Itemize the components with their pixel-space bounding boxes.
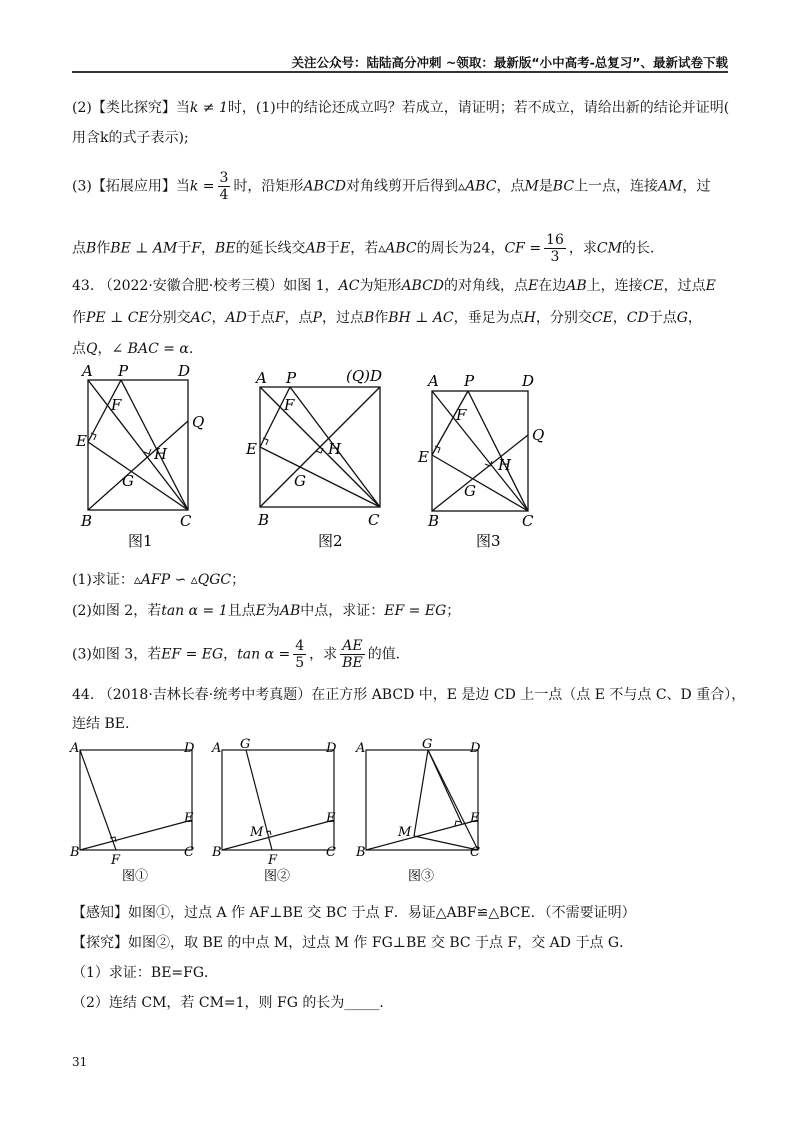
fig1-label-B: B <box>81 512 93 530</box>
fig1-caption: 图1 <box>128 532 153 550</box>
fig3-label-D: D <box>522 372 535 390</box>
fig1-label-A: A <box>82 362 93 380</box>
fig2-caption: 图2 <box>318 532 343 550</box>
fig3-caption: 图3 <box>476 532 501 550</box>
fraction-ae-be: $\frac{AE}{BE}$ <box>342 638 363 671</box>
p44-fig3-label-E: E <box>470 811 480 826</box>
p44-fig3-label-A: A <box>356 741 366 756</box>
p44-fig2-label-B: B <box>212 845 222 860</box>
p43-line3: 点Q，∠ BAC = α. <box>72 341 194 357</box>
p44-ganzhi: 【感知】如图①，过点 A 作 AF⊥BE 交 BC 于点 F．易证△ABF≌△BCE．（不需要证明） <box>72 905 636 921</box>
p43-line1: 43. （2022·安徽合肥·校考三模）如图 1，AC为矩形ABCD的对角线，点E在边AB上，连接CE，过点E <box>72 278 716 294</box>
p44-fig3-label-D: D <box>470 741 481 756</box>
fraction-4-5: $\frac{4}{5}$ <box>295 638 305 671</box>
fig3-label-F: F <box>456 406 467 424</box>
p44-fig2-label-G: G <box>240 737 251 752</box>
fig2-label-B: B <box>258 511 270 529</box>
fig3-label-A: A <box>428 372 439 390</box>
fig2-label-QD: (Q)D <box>346 367 383 385</box>
p44-fig3-label-M: M <box>398 825 412 840</box>
p43-q1: (1)求证：▵AFP ∽ ▵QGC； <box>72 572 246 588</box>
fig1-label-G: G <box>122 472 134 490</box>
p44-q1: （1）求证：BE=FG． <box>72 965 219 981</box>
p44-figure-2 <box>210 738 350 892</box>
fraction-16-3: $\frac{16}{3}$ <box>546 232 564 265</box>
fig2-label-C: C <box>368 511 380 529</box>
fig1-label-E: E <box>76 432 87 450</box>
fig3-label-Q: Q <box>532 426 545 444</box>
p44-fig3-label-B: B <box>356 845 366 860</box>
fig2-label-H: H <box>328 440 342 458</box>
p44-fig1-caption: 图① <box>122 869 149 884</box>
header-divider <box>72 71 728 73</box>
p44-fig1-label-D: D <box>184 741 195 756</box>
fig1-label-F: F <box>111 396 122 414</box>
fig1-label-H: H <box>154 445 168 463</box>
fig2-label-E: E <box>246 440 257 458</box>
p44-fig3-caption: 图③ <box>408 869 435 884</box>
p44-tanjiu: 【探究】如图②，取 BE 的中点 M，过点 M 作 FG⊥BE 交 BC 于点 F，交 AD 于点 G． <box>72 935 634 951</box>
p44-q2: （2）连结 CM，若 CM=1，则 FG 的长为_____． <box>72 995 394 1011</box>
fig2-label-G: G <box>294 472 306 490</box>
p44-fig2-label-A: A <box>212 741 222 756</box>
p43-figure-3 <box>418 362 568 556</box>
p43-line2: 作PE ⊥ CE分别交AC，AD于点F，点P，过点B作BH ⊥ AC，垂足为点H，分别交CE，CD于点G， <box>72 310 702 326</box>
p44-fig2-label-E: E <box>326 811 336 826</box>
page-header: 关注公众号：陆陆高分冲刺 ~领取：最新版“小中高考-总复习”、最新试卷下载 <box>291 55 728 70</box>
p44-fig3-label-G: G <box>422 737 433 752</box>
p44-fig1-label-F: F <box>111 853 121 868</box>
p44-fig3-label-C: C <box>470 845 480 860</box>
fig3-label-H: H <box>498 456 512 474</box>
prev-q2-line2: 用含k的式子表示); <box>72 130 189 146</box>
fig2-label-P: P <box>286 369 297 387</box>
p44-fig2-label-C: C <box>326 845 336 860</box>
fig3-label-B: B <box>428 512 440 530</box>
p43-figure-1 <box>78 362 218 556</box>
fig1-label-Q: Q <box>192 413 205 431</box>
fig2-label-F: F <box>284 396 295 414</box>
fig1-label-P: P <box>118 362 129 380</box>
fig1-label-D: D <box>178 362 191 380</box>
prev-q3-line1: (3)【拓展应用】当k = $\frac{3}{4}$ 时，沿矩形ABCD对角线剪开后得到▵ABC，点M是BC上一点，连接AM，过 <box>72 170 711 203</box>
fraction-3-4: $\frac{3}{4}$ <box>219 170 229 203</box>
p43-figure-2 <box>248 362 408 556</box>
fig2-label-A: A <box>256 369 267 387</box>
p44-fig2-label-D: D <box>326 741 337 756</box>
p44-fig1-label-E: E <box>184 811 194 826</box>
p44-fig1-label-B: B <box>70 845 80 860</box>
fig3-label-P: P <box>464 372 475 390</box>
p44-figure-3 <box>352 738 492 892</box>
p44-line1: 44. （2018·吉林长春·统考中考真题）在正方形 ABCD 中，E 是边 CD 上一点（点 E 不与点 C、D 重合）， <box>72 687 746 703</box>
fig1-label-C: C <box>180 512 192 530</box>
fig3-label-E: E <box>418 448 429 466</box>
p44-fig2-label-M: M <box>250 825 264 840</box>
p44-line2: 连结 BE. <box>72 716 130 732</box>
p44-figure-1 <box>66 738 206 892</box>
p44-fig2-caption: 图② <box>264 869 291 884</box>
p43-q2: (2)如图 2，若tan α = 1且点E为AB中点，求证：EF = EG； <box>72 603 461 619</box>
prev-q3-line2: 点B作BE ⊥ AM于F，BE的延长线交AB于E，若▵ABC的周长为24，CF = $\frac{16}{3}$ ，求CM的长. <box>72 232 655 265</box>
fig3-label-G: G <box>464 482 476 500</box>
p44-fig1-label-C: C <box>184 845 194 860</box>
fig3-label-C: C <box>522 512 534 530</box>
p44-fig2-label-F: F <box>268 853 278 868</box>
page-number: 31 <box>72 1055 88 1069</box>
p43-q3: (3)如图 3，若EF = EG，tan α = $\frac{4}{5}$ ，求 $\frac{AE}{BE}$ 的值. <box>72 638 401 671</box>
p44-fig1-label-A: A <box>70 741 80 756</box>
prev-q2-line1: (2)【类比探究】当k ≠ 1时，(1)中的结论还成立吗？若成立，请证明；若不成立，请给出新的结论并证明( <box>72 100 730 116</box>
